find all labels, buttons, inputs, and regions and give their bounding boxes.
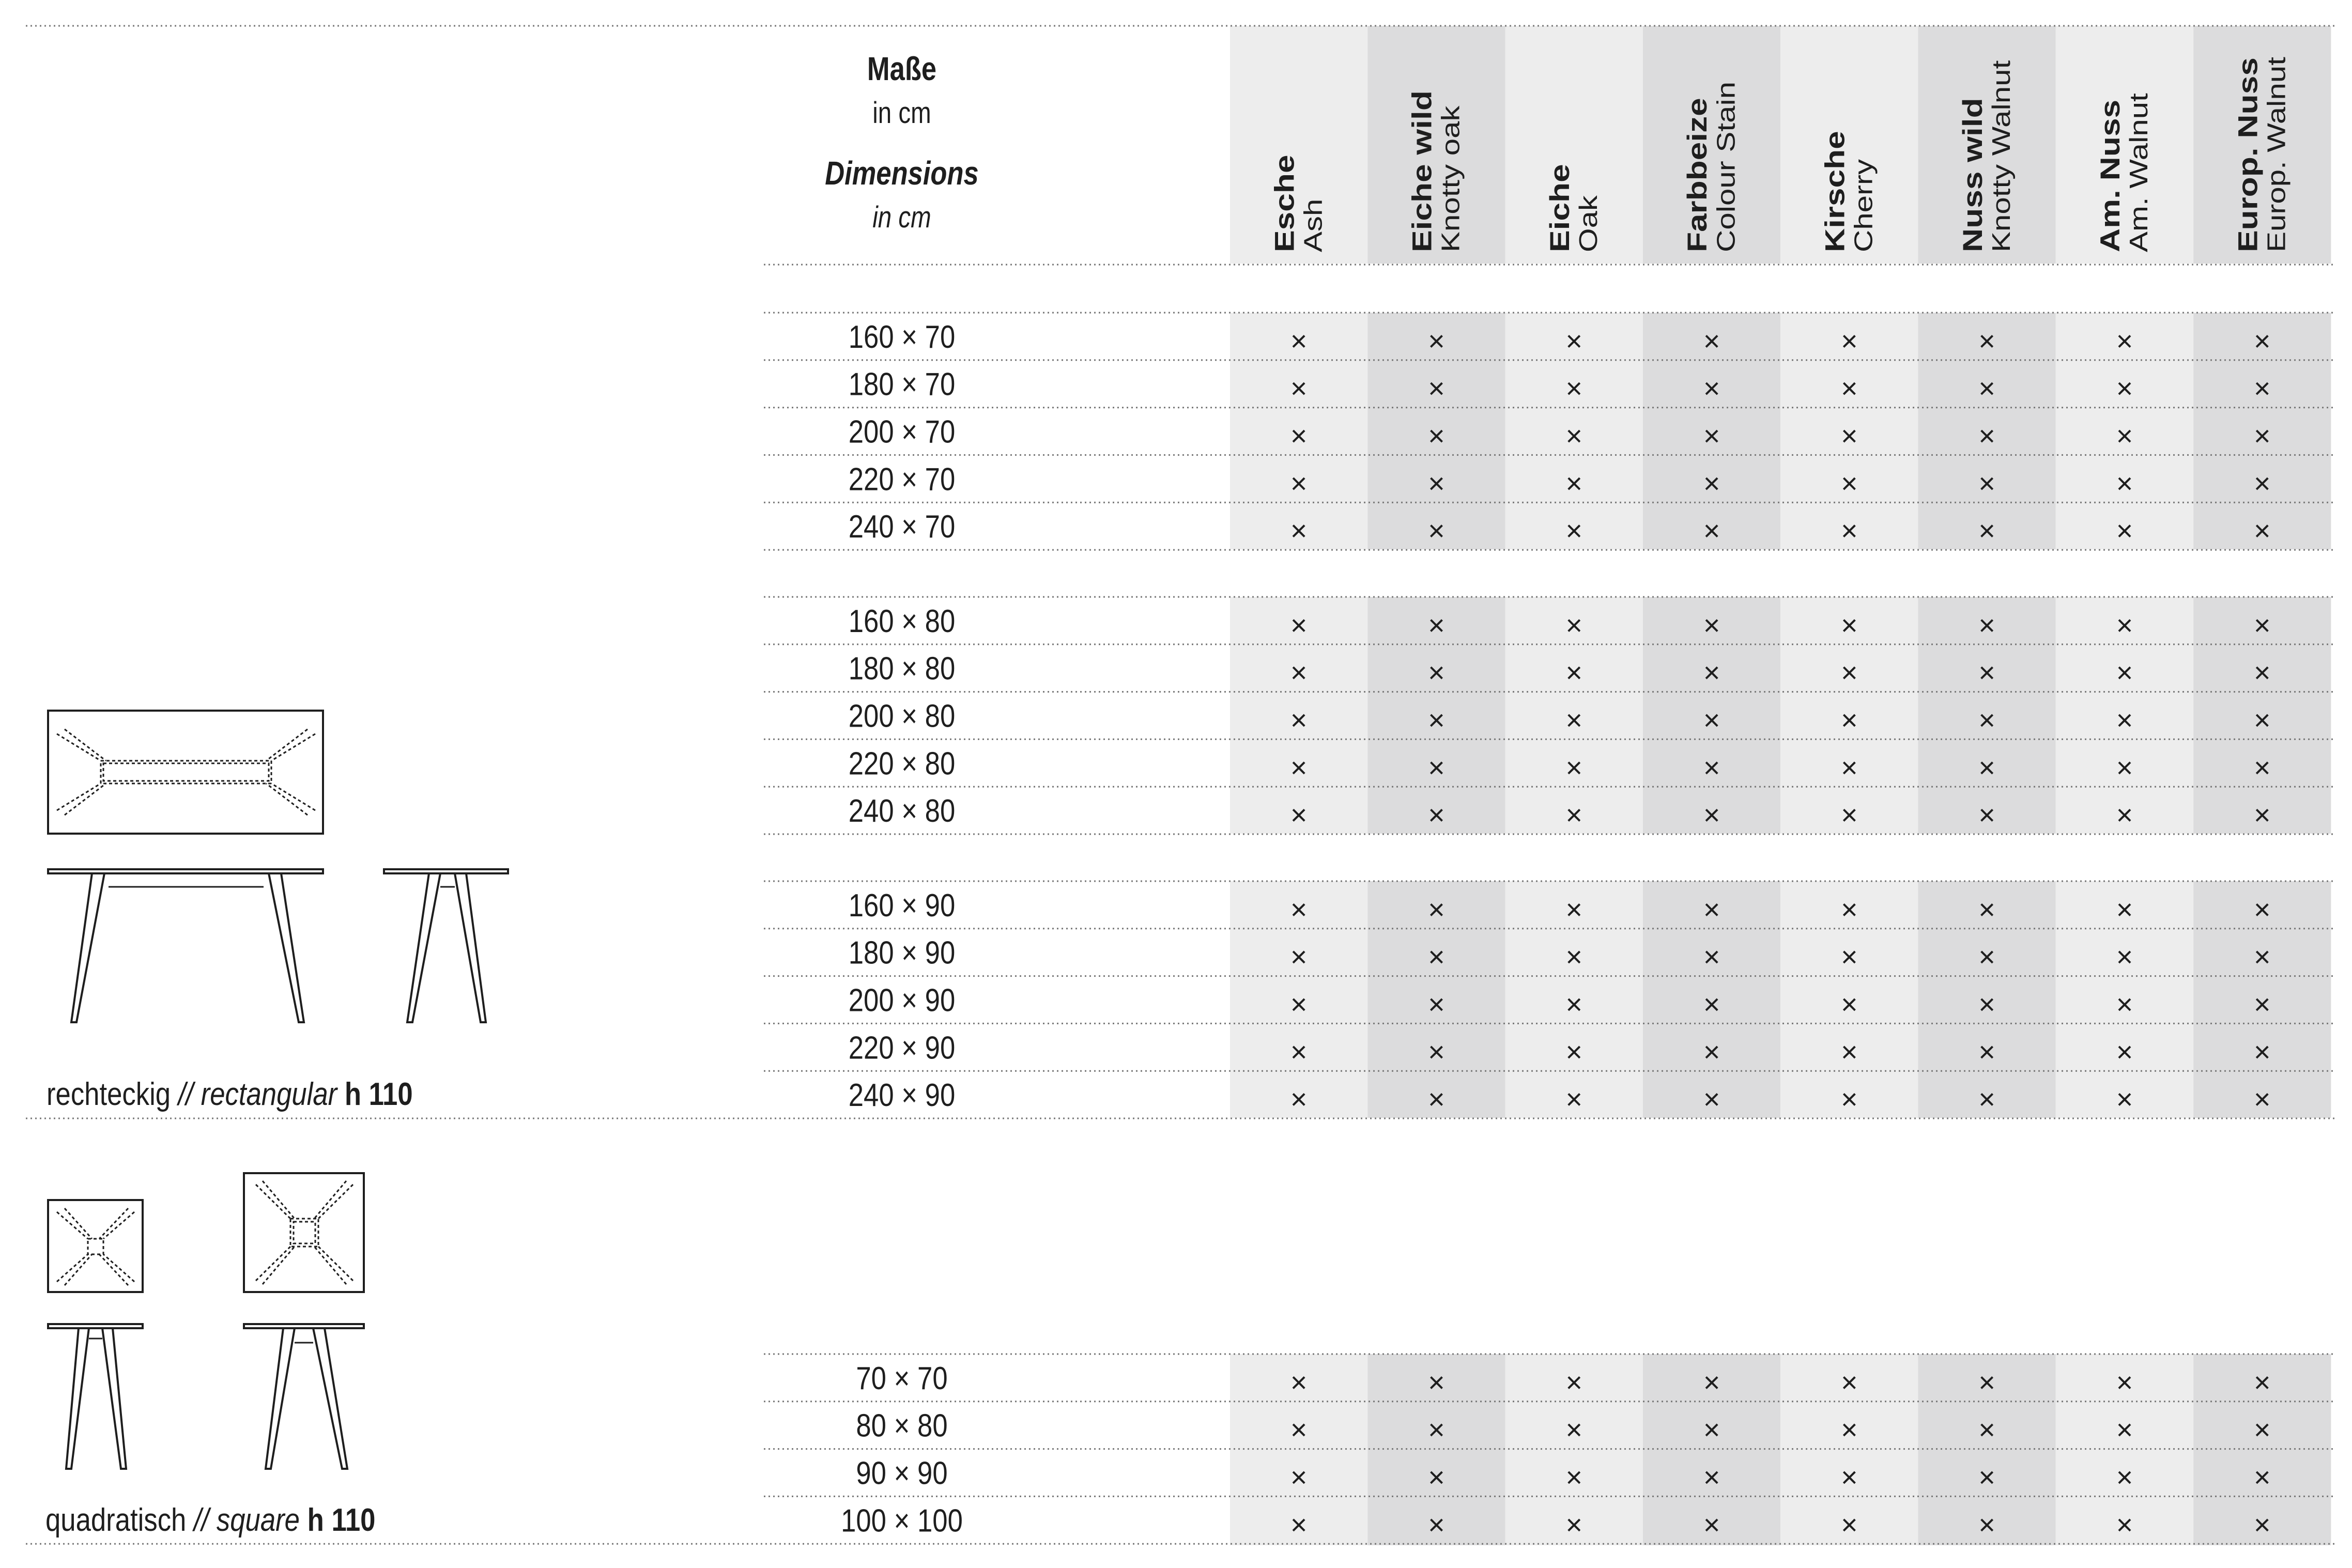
availability-mark: × [2253, 1035, 2271, 1068]
availability-mark: × [1565, 1083, 1583, 1116]
availability-mark: × [1703, 893, 1720, 926]
availability-mark: × [1290, 1508, 1308, 1541]
rect-caption-height: h 110 [344, 1077, 413, 1113]
availability-mark: × [1290, 1365, 1308, 1398]
availability-mark: × [1428, 608, 1445, 641]
header-en-title: Dimensions [825, 155, 979, 192]
availability-mark: × [2253, 1365, 2271, 1398]
availability-mark: × [1840, 419, 1858, 452]
availability-mark: × [1565, 372, 1583, 405]
wood-name-en: Am. Walnut [2124, 93, 2153, 252]
dimension-label: 220 × 70 [848, 462, 956, 498]
availability-mark: × [2116, 372, 2133, 405]
availability-mark: × [1840, 1508, 1858, 1541]
availability-mark: × [2253, 1461, 2271, 1494]
availability-mark: × [1978, 703, 1996, 736]
availability-mark: × [2116, 656, 2133, 689]
availability-mark: × [1428, 988, 1445, 1021]
availability-mark: × [1565, 514, 1583, 547]
availability-mark: × [1703, 467, 1720, 500]
availability-mark: × [1428, 514, 1445, 547]
availability-mark: × [1290, 988, 1308, 1021]
availability-mark: × [1565, 940, 1583, 973]
availability-mark: × [2253, 419, 2271, 452]
wood-name-de: Am. Nuss [2095, 99, 2126, 252]
availability-mark: × [1565, 988, 1583, 1021]
availability-mark: × [1978, 798, 1996, 832]
availability-mark: × [1565, 608, 1583, 641]
rect-front-elevation [48, 869, 323, 1022]
rectangular-table-drawing [48, 711, 508, 1022]
availability-mark: × [1290, 893, 1308, 926]
availability-mark: × [1978, 1365, 1996, 1398]
availability-mark: × [2116, 419, 2133, 452]
availability-mark: × [2253, 372, 2271, 405]
availability-mark: × [1978, 1461, 1996, 1494]
availability-mark: × [2253, 514, 2271, 547]
availability-mark: × [2116, 1035, 2133, 1068]
availability-mark: × [1290, 419, 1308, 452]
availability-mark: × [1840, 467, 1858, 500]
availability-mark: × [1290, 703, 1308, 736]
availability-mark: × [2116, 1083, 2133, 1116]
availability-mark: × [2116, 514, 2133, 547]
availability-mark: × [1840, 751, 1858, 784]
availability-mark: × [2116, 1365, 2133, 1398]
availability-mark: × [1840, 514, 1858, 547]
availability-mark: × [1978, 988, 1996, 1021]
availability-mark: × [1290, 751, 1308, 784]
square-caption [45, 1502, 375, 1538]
availability-mark: × [1840, 324, 1858, 357]
availability-mark: × [1428, 324, 1445, 357]
availability-mark: × [1428, 798, 1445, 832]
wood-name-de: Europ. Nuss [2233, 57, 2264, 252]
availability-mark: × [1978, 940, 1996, 973]
availability-mark: × [2116, 1461, 2133, 1494]
dimension-label: 200 × 80 [848, 698, 956, 734]
availability-mark: × [1290, 514, 1308, 547]
wood-name-en: Cherry [1849, 159, 1878, 252]
availability-mark: × [1840, 656, 1858, 689]
availability-mark: × [2116, 798, 2133, 832]
availability-mark: × [1703, 1083, 1720, 1116]
availability-mark: × [1703, 324, 1720, 357]
dimension-label: 180 × 80 [848, 651, 956, 687]
availability-mark: × [1978, 751, 1996, 784]
availability-mark: × [2253, 656, 2271, 689]
wood-name-de: Eiche wild [1407, 90, 1438, 252]
dimension-label: 220 × 80 [848, 746, 956, 782]
availability-mark: × [1978, 514, 1996, 547]
availability-mark: × [1978, 324, 1996, 357]
availability-mark: × [1428, 656, 1445, 689]
availability-mark: × [1840, 988, 1858, 1021]
dimension-label: 160 × 80 [848, 603, 956, 639]
availability-mark: × [2116, 1508, 2133, 1541]
availability-mark: × [1840, 1461, 1858, 1494]
availability-mark: × [1428, 467, 1445, 500]
availability-mark: × [2253, 324, 2271, 357]
wood-name-en: Knotty oak [1436, 105, 1465, 252]
dimension-label: 200 × 70 [848, 414, 956, 450]
dimension-label: 180 × 90 [848, 935, 956, 971]
rect-plan-outline [48, 711, 323, 834]
dimension-label: 100 × 100 [841, 1503, 963, 1539]
availability-mark: × [1565, 1035, 1583, 1068]
square-large-elevation [244, 1324, 364, 1469]
availability-mark: × [1840, 1083, 1858, 1116]
availability-mark: × [1290, 372, 1308, 405]
rect-side-elevation [384, 869, 508, 1022]
rect-caption-de: rechteckig [47, 1077, 171, 1113]
availability-mark: × [1703, 940, 1720, 973]
availability-mark: × [1428, 1365, 1445, 1398]
dimension-label: 240 × 80 [848, 793, 956, 829]
availability-mark: × [1428, 372, 1445, 405]
availability-mark: × [2116, 1413, 2133, 1446]
rect-caption [47, 1077, 413, 1112]
wood-name-en: Europ. Walnut [2262, 57, 2291, 252]
availability-mark: × [1840, 608, 1858, 641]
wood-header-6 [2095, 93, 2153, 252]
availability-mark: × [1703, 988, 1720, 1021]
square-caption-en: square [216, 1502, 300, 1539]
wood-name-de: Nuss wild [1958, 98, 1988, 252]
availability-mark: × [1703, 514, 1720, 547]
wood-name-de: Farbbeize [1682, 98, 1713, 252]
availability-mark: × [2116, 608, 2133, 641]
availability-mark: × [1978, 1035, 1996, 1068]
availability-mark: × [2253, 608, 2271, 641]
availability-mark: × [1978, 608, 1996, 641]
availability-mark: × [1290, 324, 1308, 357]
dimension-label: 240 × 90 [848, 1078, 956, 1114]
availability-mark: × [2253, 1413, 2271, 1446]
availability-mark: × [2116, 467, 2133, 500]
dimension-label: 80 × 80 [856, 1408, 948, 1444]
availability-mark: × [2253, 703, 2271, 736]
availability-mark: × [1978, 419, 1996, 452]
availability-mark: × [1290, 656, 1308, 689]
rect-caption-en: rectangular [201, 1077, 337, 1113]
square-table-drawing [48, 1173, 364, 1469]
availability-mark: × [2116, 940, 2133, 973]
availability-mark: × [1290, 798, 1308, 832]
wood-name-en: Colour Stain [1711, 81, 1741, 252]
availability-mark: × [1428, 1035, 1445, 1068]
availability-mark: × [2253, 1508, 2271, 1541]
availability-mark: × [1428, 1508, 1445, 1541]
availability-mark: × [2253, 798, 2271, 832]
availability-mark: × [1703, 1365, 1720, 1398]
availability-mark: × [1565, 467, 1583, 500]
availability-mark: × [1703, 419, 1720, 452]
wood-name-de: Kirsche [1820, 131, 1851, 252]
availability-mark: × [2253, 751, 2271, 784]
wood-name-en: Knotty Walnut [1987, 60, 2016, 252]
availability-mark: × [1840, 703, 1858, 736]
availability-mark: × [1565, 656, 1583, 689]
availability-mark: × [1290, 608, 1308, 641]
wood-header-7 [2233, 57, 2291, 252]
availability-mark: × [1565, 1413, 1583, 1446]
square-large-plan-outline [244, 1173, 364, 1292]
availability-mark: × [1703, 1035, 1720, 1068]
availability-mark: × [1703, 656, 1720, 689]
square-caption-height: h 110 [307, 1502, 376, 1539]
availability-mark: × [1978, 1413, 1996, 1446]
availability-mark: × [1428, 1083, 1445, 1116]
availability-mark: × [1840, 893, 1858, 926]
availability-mark: × [1428, 1413, 1445, 1446]
availability-mark: × [1565, 1461, 1583, 1494]
availability-mark: × [2253, 893, 2271, 926]
availability-mark: × [1290, 940, 1308, 973]
availability-mark: × [1978, 656, 1996, 689]
availability-mark: × [1840, 372, 1858, 405]
dimension-label: 90 × 90 [856, 1455, 948, 1492]
availability-mark: × [1565, 751, 1583, 784]
wood-name-en: Oak [1574, 195, 1603, 252]
availability-mark: × [1840, 940, 1858, 973]
availability-mark: × [1978, 467, 1996, 500]
availability-mark: × [1978, 1508, 1996, 1541]
wood-header-1 [1407, 90, 1465, 252]
availability-mark: × [2253, 467, 2271, 500]
availability-mark: × [1840, 1035, 1858, 1068]
availability-mark: × [1703, 608, 1720, 641]
availability-mark: × [2253, 988, 2271, 1021]
header-de-title: Maße [867, 51, 937, 88]
availability-mark: × [1978, 1083, 1996, 1116]
availability-mark: × [1703, 1508, 1720, 1541]
wood-header-3 [1683, 82, 1741, 252]
square-small-plan-outline [48, 1200, 143, 1292]
availability-mark: × [1703, 1461, 1720, 1494]
dimension-label: 220 × 90 [848, 1030, 956, 1066]
availability-mark: × [2253, 940, 2271, 973]
availability-mark: × [2116, 893, 2133, 926]
availability-mark: × [1978, 372, 1996, 405]
availability-mark: × [1428, 751, 1445, 784]
availability-mark: × [1565, 893, 1583, 926]
availability-mark: × [1290, 1413, 1308, 1446]
dimension-label: 200 × 90 [848, 982, 956, 1019]
availability-mark: × [1565, 419, 1583, 452]
dimension-label: 160 × 90 [848, 887, 956, 924]
dimension-label: 180 × 70 [848, 366, 956, 403]
availability-mark: × [1840, 1413, 1858, 1446]
availability-mark: × [1703, 703, 1720, 736]
availability-mark: × [2116, 751, 2133, 784]
availability-mark: × [1428, 893, 1445, 926]
availability-mark: × [1428, 419, 1445, 452]
availability-mark: × [2116, 703, 2133, 736]
square-small-elevation [48, 1324, 143, 1469]
square-caption-de: quadratisch [45, 1502, 187, 1539]
availability-mark: × [1290, 1461, 1308, 1494]
availability-mark: × [1428, 703, 1445, 736]
availability-mark: × [1290, 467, 1308, 500]
availability-mark: × [1565, 324, 1583, 357]
availability-mark: × [1565, 1508, 1583, 1541]
availability-mark: × [1565, 798, 1583, 832]
availability-mark: × [1428, 1461, 1445, 1494]
availability-mark: × [1703, 798, 1720, 832]
availability-mark: × [1703, 372, 1720, 405]
availability-mark: × [1565, 1365, 1583, 1398]
availability-mark: × [2253, 1083, 2271, 1116]
availability-mark: × [1565, 703, 1583, 736]
rect-caption-sep: // [178, 1077, 194, 1113]
square-caption-sep: // [193, 1502, 209, 1539]
availability-mark: × [2116, 988, 2133, 1021]
dimension-label: 70 × 70 [856, 1360, 948, 1396]
availability-mark: × [2116, 324, 2133, 357]
availability-mark: × [1703, 751, 1720, 784]
availability-mark: × [1840, 1365, 1858, 1398]
wood-name-de: Esche [1269, 155, 1300, 252]
dimension-label: 160 × 70 [848, 319, 956, 355]
header-en-unit: in cm [872, 201, 931, 235]
availability-mark: × [1428, 940, 1445, 973]
availability-mark: × [1978, 893, 1996, 926]
availability-mark: × [1290, 1083, 1308, 1116]
wood-name-en: Ash [1298, 198, 1328, 252]
availability-mark: × [1840, 798, 1858, 832]
dimension-label: 240 × 70 [848, 509, 956, 545]
availability-mark: × [1703, 1413, 1720, 1446]
header-de-unit: in cm [872, 96, 931, 130]
availability-mark: × [1290, 1035, 1308, 1068]
wood-name-de: Eiche [1545, 164, 1575, 252]
